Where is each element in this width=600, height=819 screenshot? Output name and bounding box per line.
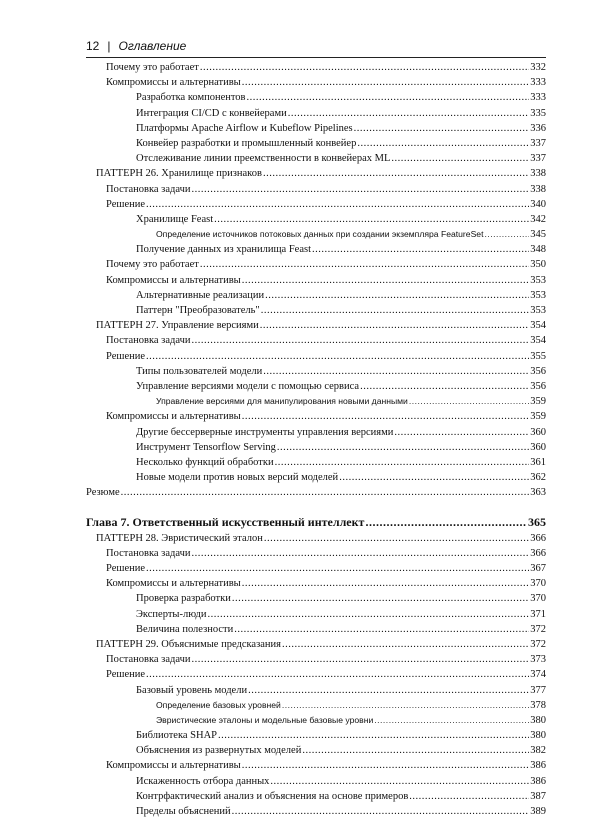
toc-entry[interactable] bbox=[86, 637, 546, 652]
toc-entry[interactable] bbox=[86, 212, 546, 227]
table-of-contents bbox=[86, 60, 546, 819]
toc-entry-title: Управление версиями модели с помощью сервиса bbox=[136, 380, 360, 392]
toc-leader-dots bbox=[207, 607, 529, 622]
toc-entry-title: Новые модели против новых версий моделей bbox=[136, 472, 339, 484]
toc-entry[interactable] bbox=[86, 166, 546, 181]
toc-entry-title: Почему это работает bbox=[106, 259, 199, 271]
toc-entry-title: Контрфактический анализ и объяснения на основе примеров bbox=[136, 790, 409, 802]
toc-entry-title: Определение базовых уровней bbox=[156, 699, 281, 710]
toc-entry-title: Почему это работает bbox=[106, 62, 199, 73]
toc-entry-title: Компромиссы и альтернативы bbox=[106, 411, 241, 423]
toc-entry-title: Решение bbox=[106, 350, 146, 362]
toc-leader-dots bbox=[232, 591, 529, 606]
toc-entry-title: Проверка разработки bbox=[136, 593, 231, 605]
toc-section-2 bbox=[86, 531, 546, 819]
toc-entry[interactable] bbox=[86, 90, 546, 105]
toc-leader-dots bbox=[263, 364, 529, 379]
toc-entry-page: 378 bbox=[530, 699, 546, 711]
toc-entry-page: 372 bbox=[530, 623, 546, 635]
toc-leader-dots bbox=[242, 409, 530, 424]
toc-entry[interactable] bbox=[86, 364, 546, 379]
toc-entry[interactable] bbox=[86, 758, 546, 773]
toc-entry[interactable] bbox=[86, 197, 546, 212]
toc-entry[interactable] bbox=[86, 440, 546, 455]
toc-leader-dots bbox=[200, 257, 529, 272]
toc-entry-title: ПАТТЕРН 27. Управление версиями bbox=[96, 320, 259, 332]
toc-entry[interactable] bbox=[86, 227, 546, 242]
toc-entry[interactable] bbox=[86, 546, 546, 561]
toc-entry-page: 360 bbox=[530, 426, 546, 438]
toc-entry[interactable] bbox=[86, 774, 546, 789]
toc-entry-title: Альтернативные реализации bbox=[136, 289, 265, 301]
toc-entry-title: Паттерн "Преобразователь" bbox=[136, 305, 260, 316]
toc-entry-title: Постановка задачи bbox=[106, 547, 191, 559]
toc-entry[interactable] bbox=[86, 485, 546, 500]
toc-entry-page: 370 bbox=[530, 593, 546, 605]
toc-entry-page: 350 bbox=[530, 259, 546, 271]
toc-entry[interactable] bbox=[86, 591, 546, 606]
toc-entry[interactable] bbox=[86, 531, 546, 546]
toc-leader-dots bbox=[191, 333, 529, 348]
toc-leader-dots bbox=[200, 60, 529, 75]
toc-entry[interactable] bbox=[86, 333, 546, 348]
toc-leader-dots bbox=[270, 774, 529, 789]
toc-entry[interactable] bbox=[86, 60, 546, 75]
toc-leader-dots bbox=[484, 227, 529, 242]
toc-entry-title: Разработка компонентов bbox=[136, 92, 246, 104]
toc-leader-dots bbox=[360, 379, 529, 394]
toc-entry-page: 336 bbox=[530, 122, 546, 134]
toc-entry-page: 332 bbox=[530, 62, 546, 73]
toc-leader-dots bbox=[409, 394, 529, 409]
toc-leader-dots bbox=[277, 440, 529, 455]
toc-section-1 bbox=[86, 60, 546, 500]
toc-entry-title: Эвристические эталоны и модельные базовые уровни bbox=[156, 714, 374, 725]
toc-entry[interactable] bbox=[86, 728, 546, 743]
toc-entry-title: Величина полезности bbox=[136, 623, 234, 635]
toc-leader-dots bbox=[146, 197, 529, 212]
toc-entry[interactable] bbox=[86, 379, 546, 394]
toc-leader-dots bbox=[394, 425, 529, 440]
toc-leader-dots bbox=[242, 758, 530, 773]
toc-leader-dots bbox=[261, 303, 530, 318]
toc-entry-page: 345 bbox=[530, 229, 546, 241]
toc-leader-dots bbox=[247, 90, 530, 105]
toc-leader-dots bbox=[357, 136, 529, 151]
toc-leader-dots bbox=[409, 789, 529, 804]
toc-entry-title: Эксперты-люди bbox=[136, 608, 207, 620]
toc-entry[interactable] bbox=[86, 470, 546, 485]
page-header bbox=[86, 37, 546, 55]
toc-leader-dots bbox=[146, 561, 529, 576]
toc-entry-title: Получение данных из хранилища Feast bbox=[136, 244, 312, 256]
toc-entry-title: Компромиссы и альтернативы bbox=[106, 760, 241, 772]
toc-leader-dots bbox=[265, 288, 529, 303]
toc-leader-dots bbox=[391, 151, 529, 166]
toc-entry[interactable] bbox=[86, 303, 546, 318]
toc-entry[interactable] bbox=[86, 318, 546, 333]
toc-entry-page: 367 bbox=[530, 563, 546, 574]
toc-entry[interactable] bbox=[86, 151, 546, 166]
toc-entry-page: 356 bbox=[530, 365, 546, 377]
toc-leader-dots bbox=[365, 515, 527, 530]
toc-entry[interactable] bbox=[86, 576, 546, 591]
toc-entry-title: Решение bbox=[106, 198, 146, 210]
toc-leader-dots bbox=[218, 728, 529, 743]
toc-leader-dots bbox=[191, 546, 529, 561]
toc-leader-dots bbox=[191, 182, 529, 197]
toc-entry[interactable] bbox=[86, 75, 546, 90]
toc-leader-dots bbox=[282, 637, 529, 652]
toc-entry-page: 370 bbox=[530, 578, 546, 590]
toc-entry-page: 353 bbox=[530, 305, 546, 316]
toc-entry-title: Определение источников потоковых данных при создании экземпляра FeatureSet bbox=[156, 229, 484, 240]
toc-entry-title: Библиотека SHAP bbox=[136, 730, 218, 742]
toc-entry-title: Инструмент Tensorflow Serving bbox=[136, 441, 276, 453]
toc-entry-page: 337 bbox=[530, 137, 546, 149]
toc-entry-title: ПАТТЕРН 28. Эвристический эталон bbox=[96, 532, 263, 544]
toc-entry-title: Постановка задачи bbox=[106, 335, 191, 347]
toc-entry-page: 338 bbox=[530, 168, 546, 180]
toc-entry[interactable] bbox=[86, 182, 546, 197]
toc-entry[interactable] bbox=[86, 425, 546, 440]
toc-entry[interactable] bbox=[86, 349, 546, 364]
toc-entry-page: 366 bbox=[530, 532, 546, 544]
toc-leader-dots bbox=[263, 166, 529, 181]
toc-entry-title: Постановка задачи bbox=[106, 183, 191, 195]
toc-entry-page: 374 bbox=[530, 669, 546, 681]
toc-leader-dots bbox=[339, 470, 529, 485]
toc-entry-title: Искаженность отбора данных bbox=[136, 775, 270, 787]
toc-entry-title: Управление версиями для манипулирования новыми данными bbox=[156, 396, 408, 407]
toc-entry-page: 360 bbox=[530, 441, 546, 453]
toc-entry[interactable] bbox=[86, 409, 546, 424]
toc-leader-dots bbox=[146, 667, 529, 682]
toc-leader-dots bbox=[374, 713, 529, 728]
toc-entry-page: 356 bbox=[530, 380, 546, 392]
toc-leader-dots bbox=[121, 485, 530, 500]
toc-entry[interactable] bbox=[86, 743, 546, 758]
toc-leader-dots bbox=[242, 75, 530, 90]
toc-chapter-7[interactable] bbox=[86, 515, 546, 530]
toc-entry-page: 361 bbox=[530, 456, 546, 468]
toc-entry-page: 366 bbox=[530, 547, 546, 559]
toc-entry-page: 338 bbox=[530, 183, 546, 195]
toc-entry-title: Глава 7. Ответственный искусственный интеллект bbox=[86, 515, 365, 530]
toc-entry-page: 372 bbox=[530, 638, 546, 650]
toc-entry-page: 353 bbox=[530, 274, 546, 286]
toc-entry-title: Решение bbox=[106, 669, 146, 681]
toc-entry[interactable] bbox=[86, 136, 546, 151]
toc-entry-title: Компромиссы и альтернативы bbox=[106, 274, 241, 286]
toc-entry-page: 359 bbox=[530, 411, 546, 423]
toc-leader-dots bbox=[234, 622, 529, 637]
toc-entry-page: 340 bbox=[530, 198, 546, 210]
toc-leader-dots bbox=[312, 242, 529, 257]
toc-leader-dots bbox=[248, 683, 529, 698]
toc-entry-page: 380 bbox=[530, 730, 546, 742]
toc-leader-dots bbox=[264, 531, 529, 546]
toc-entry-title: Резюме bbox=[86, 487, 120, 499]
toc-entry[interactable] bbox=[86, 242, 546, 257]
toc-entry-title: Конвейер разработки и промышленный конвейер bbox=[136, 137, 357, 149]
running-title: Оглавление bbox=[118, 39, 187, 53]
section-gap bbox=[86, 500, 546, 515]
toc-entry-title: Хранилище Feast bbox=[136, 213, 214, 225]
toc-leader-dots bbox=[191, 652, 529, 667]
toc-entry-title: Пределы объяснений bbox=[136, 806, 231, 817]
toc-entry[interactable] bbox=[86, 257, 546, 272]
toc-entry-page: 386 bbox=[530, 760, 546, 772]
toc-leader-dots bbox=[242, 576, 530, 591]
toc-entry-title: Интеграция CI/CD с конвейерами bbox=[136, 107, 287, 119]
toc-entry-page: 386 bbox=[530, 775, 546, 787]
toc-entry-page: 373 bbox=[530, 654, 546, 666]
toc-entry[interactable] bbox=[86, 698, 546, 713]
toc-entry-title: Платформы Apache Airflow и Kubeflow Pipelines bbox=[136, 122, 353, 134]
toc-entry-title: Постановка задачи bbox=[106, 654, 191, 666]
toc-entry-page: 333 bbox=[530, 92, 546, 104]
toc-entry[interactable] bbox=[86, 789, 546, 804]
toc-entry-title: Несколько функций обработки bbox=[136, 456, 274, 468]
toc-entry-page: 337 bbox=[530, 153, 546, 165]
toc-entry-title: Объяснения из развернутых моделей bbox=[136, 745, 302, 757]
toc-entry[interactable] bbox=[86, 106, 546, 121]
toc-leader-dots bbox=[232, 804, 530, 819]
toc-entry-page: 389 bbox=[530, 806, 546, 817]
toc-entry-page: 335 bbox=[530, 107, 546, 119]
toc-entry-page: 348 bbox=[530, 244, 546, 256]
toc-entry[interactable] bbox=[86, 622, 546, 637]
toc-entry-page: 387 bbox=[530, 790, 546, 802]
toc-entry-page: 377 bbox=[530, 684, 546, 696]
toc-entry[interactable] bbox=[86, 607, 546, 622]
toc-entry-title: Решение bbox=[106, 563, 146, 574]
toc-leader-dots bbox=[282, 698, 529, 713]
toc-entry[interactable] bbox=[86, 713, 546, 728]
toc-leader-dots bbox=[214, 212, 529, 227]
toc-entry[interactable] bbox=[86, 121, 546, 136]
toc-entry-title: Компромиссы и альтернативы bbox=[106, 77, 241, 89]
toc-entry[interactable] bbox=[86, 273, 546, 288]
toc-entry[interactable] bbox=[86, 455, 546, 470]
toc-entry[interactable] bbox=[86, 288, 546, 303]
toc-leader-dots bbox=[275, 455, 530, 470]
toc-entry-title: Базовый уровень модели bbox=[136, 684, 248, 696]
toc-entry-page: 342 bbox=[530, 213, 546, 225]
header-separator: | bbox=[107, 39, 111, 53]
toc-entry-page: 359 bbox=[530, 396, 546, 408]
toc-entry[interactable] bbox=[86, 683, 546, 698]
toc-entry-title: ПАТТЕРН 26. Хранилище признаков bbox=[96, 168, 262, 180]
toc-entry-page: 382 bbox=[530, 745, 546, 757]
toc-entry-title: Типы пользователей модели bbox=[136, 365, 263, 377]
toc-entry-page: 380 bbox=[530, 714, 546, 726]
toc-entry-page: 363 bbox=[530, 487, 546, 499]
toc-leader-dots bbox=[146, 349, 529, 364]
toc-entry-title: Компромиссы и альтернативы bbox=[106, 578, 241, 590]
toc-entry-page: 354 bbox=[530, 320, 546, 332]
toc-entry-page: 355 bbox=[530, 350, 546, 362]
toc-entry[interactable] bbox=[86, 667, 546, 682]
header-rule bbox=[86, 57, 546, 58]
toc-leader-dots bbox=[288, 106, 530, 121]
toc-leader-dots bbox=[354, 121, 530, 136]
toc-entry-title: ПАТТЕРН 29. Объяснимые предсказания bbox=[96, 638, 281, 650]
toc-entry-page: 362 bbox=[530, 472, 546, 484]
toc-entry[interactable] bbox=[86, 804, 546, 819]
toc-entry-page: 353 bbox=[530, 289, 546, 301]
toc-entry-page: 365 bbox=[528, 515, 546, 530]
toc-leader-dots bbox=[260, 318, 530, 333]
toc-entry[interactable] bbox=[86, 561, 546, 576]
toc-entry-title: Другие бессерверные инструменты управления версиями bbox=[136, 426, 394, 438]
toc-entry-title: Отслеживание линии преемственности в конвейерах ML bbox=[136, 153, 391, 165]
page-number: 12 bbox=[86, 39, 100, 53]
toc-entry[interactable] bbox=[86, 652, 546, 667]
toc-entry-page: 333 bbox=[530, 77, 546, 89]
toc-entry-page: 371 bbox=[530, 608, 546, 620]
toc-entry-page: 354 bbox=[530, 335, 546, 347]
toc-leader-dots bbox=[302, 743, 529, 758]
toc-entry[interactable] bbox=[86, 394, 546, 409]
toc-leader-dots bbox=[242, 273, 530, 288]
